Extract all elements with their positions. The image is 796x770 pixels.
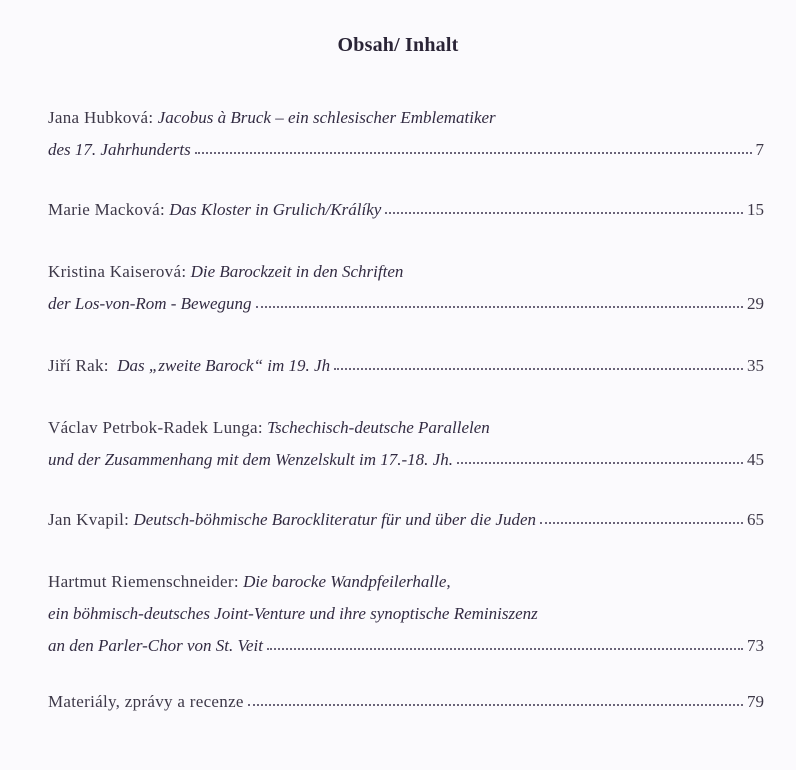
entry-title: Jacobus à Bruck – ein schlesischer Emblematiker xyxy=(157,108,496,127)
entry-author: Jana Hubková: xyxy=(48,108,154,127)
dot-leader xyxy=(256,294,744,308)
entry-title-cont: und der Zusammenhang mit dem Wenzelskult im 17.-18. Jh. xyxy=(48,450,453,469)
entry-title-cont: der Los-von-Rom - Bewegung xyxy=(48,294,252,313)
entry-page-number: 15 xyxy=(747,200,764,219)
dot-leader xyxy=(248,692,743,706)
entry-title: Das Kloster in Grulich/Králíky xyxy=(169,200,382,219)
entry-page-number: 73 xyxy=(747,636,764,655)
entry-title-cont: des 17. Jahrhunderts xyxy=(48,140,191,159)
dot-leader xyxy=(540,510,743,524)
entry-author: Václav Petrbok-Radek Lunga: xyxy=(48,418,263,437)
entry-page-number: 7 xyxy=(755,140,764,159)
entry-page-number: 45 xyxy=(747,450,764,469)
entry-title: Das „zweite Barock“ im 19. Jh xyxy=(117,356,331,375)
entry-page-number: 29 xyxy=(747,294,764,313)
entry-page-number: 65 xyxy=(747,510,764,529)
dot-leader xyxy=(457,450,743,464)
entry-author: Kristina Kaiserová: xyxy=(48,262,187,281)
dot-leader xyxy=(385,200,743,214)
entry-title-cont: ein böhmisch-deutsches Joint-Venture und ihre synoptische Reminiszenz xyxy=(48,604,538,623)
toc-entry-kvapil xyxy=(48,510,764,542)
entry-page-number: 35 xyxy=(747,356,764,375)
entry-title: Die barocke Wandpfeilerhalle, xyxy=(243,572,451,591)
dot-leader xyxy=(334,356,743,370)
toc-entry-rak xyxy=(48,356,764,388)
toc-entry-materialy xyxy=(48,692,764,724)
entry-author: Marie Macková: xyxy=(48,200,166,219)
entry-section-title: Materiály, zprávy a recenze xyxy=(48,692,244,711)
entry-author: Jan Kvapil: xyxy=(48,510,130,529)
entry-title-cont: an den Parler-Chor von St. Veit xyxy=(48,636,263,655)
entry-page-number: 79 xyxy=(747,692,764,711)
toc-entry-hubkova xyxy=(48,108,764,172)
toc-entry-mackova xyxy=(48,200,764,232)
entry-title: Die Barockzeit in den Schriften xyxy=(190,262,404,281)
entry-author: Hartmut Riemenschneider: xyxy=(48,572,239,591)
entry-title: Deutsch-böhmische Barockliteratur für und über die Juden xyxy=(133,510,537,529)
dot-leader xyxy=(195,140,752,154)
entry-author: Jiří Rak: xyxy=(48,356,109,375)
toc-entry-kaiserova xyxy=(48,262,764,326)
toc-entry-riemenschneider xyxy=(48,572,764,668)
entry-title: Tschechisch-deutsche Parallelen xyxy=(267,418,490,437)
toc-entry-petrbok-lunga xyxy=(48,418,764,482)
page-title: Obsah/ Inhalt xyxy=(337,34,459,56)
dot-leader xyxy=(267,636,743,650)
